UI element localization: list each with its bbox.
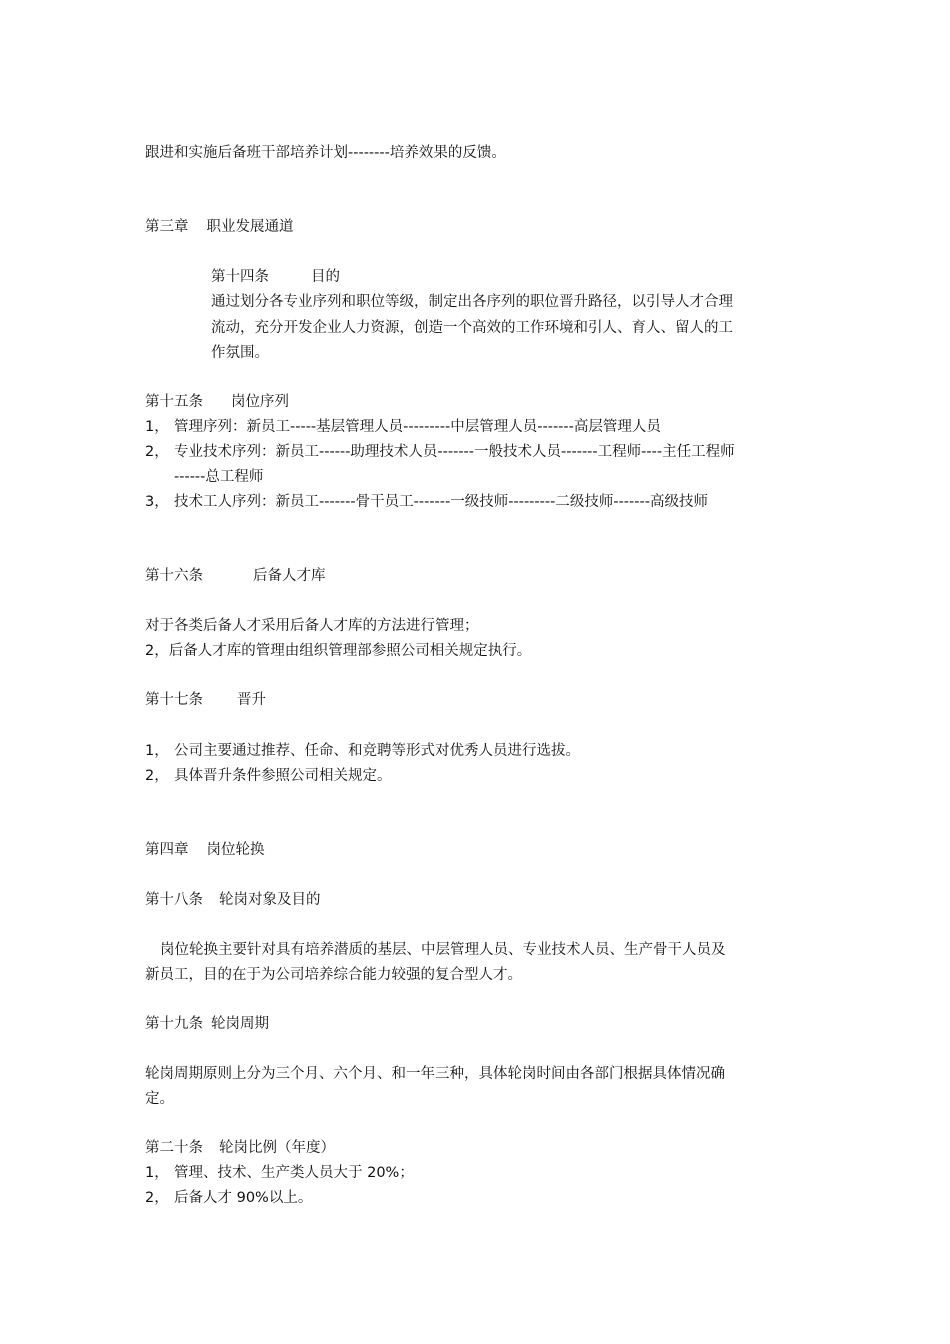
list-number: 3， [145, 494, 169, 510]
article-16-heading [145, 566, 326, 586]
chapter-title: 职业发展通道 [206, 219, 294, 235]
article-title: 岗位序列 [231, 394, 289, 410]
article-title: 轮岗比例（年度） [219, 1140, 335, 1156]
list-item: 管理、技术、生产类人员大于 20%； [174, 1165, 414, 1181]
list-number: 2， [145, 768, 169, 784]
list-number: 2， [145, 1190, 169, 1206]
article-label: 第十九条 [145, 1016, 203, 1032]
article-label: 第十八条 [145, 892, 203, 908]
chapter-title: 岗位轮换 [206, 842, 265, 858]
paragraph-line: 流动，充分开发企业人力资源，创造一个高效的工作环境和引人、育人、留人的工 [211, 320, 733, 336]
paragraph-line: 岗位轮换主要针对具有培养潜质的基层、中层管理人员、专业技术人员、生产骨干人员及 [160, 942, 726, 958]
list-item-continuation: ------总工程师 [174, 469, 264, 485]
list-item: 专业技术序列：新员工------助理技术人员-------一般技术人员-------工程师----主任工程师 [174, 444, 735, 460]
article-label: 第十七条 [145, 692, 203, 708]
article-title: 晋升 [237, 692, 266, 708]
paragraph-line: 定。 [145, 1091, 174, 1107]
article-title: 后备人才库 [253, 568, 326, 584]
paragraph-line: 轮岗周期原则上分为三个月、六个月、和一年三种，具体轮岗时间由各部门根据具体情况确 [145, 1066, 725, 1082]
chapter-3-heading [145, 217, 294, 237]
article-title: 轮岗对象及目的 [219, 892, 321, 908]
list-item: 技术工人序列：新员工-------骨干员工-------一级技师---------二级技师-------高级技师 [174, 494, 708, 510]
article-label: 第十六条 [145, 568, 203, 584]
list-item: 具体晋升条件参照公司相关规定。 [174, 768, 392, 784]
article-label: 第二十条 [145, 1140, 203, 1156]
article-label: 第十四条 [211, 269, 269, 285]
paragraph-line: 对于各类后备人才采用后备人才库的方法进行管理； [145, 618, 479, 634]
list-number: 1， [145, 743, 169, 759]
list-number: 1， [145, 1165, 169, 1181]
article-18-heading [145, 890, 321, 910]
chapter-label: 第三章 [145, 219, 189, 235]
list-number: 1， [145, 419, 169, 435]
intro-line: 跟进和实施后备班干部培养计划--------培养效果的反馈。 [145, 145, 506, 161]
paragraph-line: 作氛围。 [211, 345, 269, 361]
article-17-heading [145, 690, 266, 710]
chapter-4-heading [145, 840, 265, 860]
article-label: 第十五条 [145, 394, 203, 410]
article-title: 目的 [311, 269, 340, 285]
article-title: 轮岗周期 [211, 1016, 269, 1032]
paragraph-line: 通过划分各专业序列和职位等级，制定出各序列的职位晋升路径，以引导人才合理 [211, 294, 733, 310]
paragraph-line: 2，后备人才库的管理由组织管理部参照公司相关规定执行。 [145, 643, 532, 659]
list-item: 后备人才 90%以上。 [174, 1190, 313, 1206]
article-15-heading [145, 392, 289, 412]
chapter-label: 第四章 [145, 842, 189, 858]
article-20-heading [145, 1138, 335, 1158]
article-14-heading [211, 267, 340, 287]
paragraph-line: 新员工，目的在于为公司培养综合能力较强的复合型人才。 [145, 967, 522, 983]
article-19-heading [145, 1014, 269, 1034]
list-item: 公司主要通过推荐、任命、和竞聘等形式对优秀人员进行选拔。 [174, 743, 580, 759]
list-number: 2， [145, 444, 169, 460]
list-item: 管理序列：新员工-----基层管理人员---------中层管理人员-------高层管理人员 [174, 419, 661, 435]
